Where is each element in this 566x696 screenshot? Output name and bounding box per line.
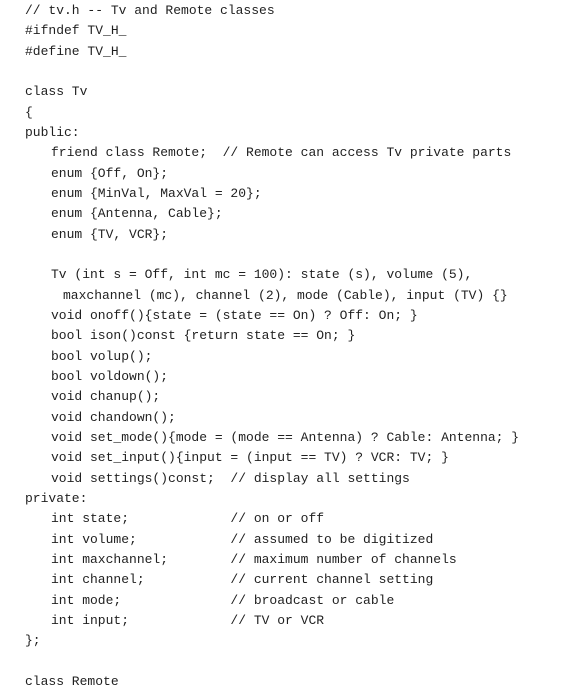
code-line: void chandown(); xyxy=(51,409,176,425)
code-line: bool voldown(); xyxy=(51,368,169,384)
class-tv-close-brace: }; xyxy=(25,633,41,649)
code-line: int maxchannel; // maximum number of channels xyxy=(51,551,457,567)
define-directive: #define TV_H_ xyxy=(25,43,127,59)
code-line: int state; // on or off xyxy=(51,511,325,527)
class-tv-open-brace: { xyxy=(25,104,33,120)
code-line: int mode; // broadcast or cable xyxy=(51,592,395,608)
code-line: bool volup(); xyxy=(51,348,153,364)
code-line: bool ison()const {return state == On; } xyxy=(51,328,356,344)
code-line: void chanup(); xyxy=(51,389,161,405)
blank-line xyxy=(25,652,519,672)
code-line: enum {MinVal, MaxVal = 20}; xyxy=(51,185,262,201)
code-line: void settings()const; // display all settings xyxy=(51,470,410,486)
class-tv-declaration: class Tv xyxy=(25,84,88,100)
blank-line xyxy=(25,62,519,82)
ifndef-directive: #ifndef TV_H_ xyxy=(25,23,127,39)
code-line: void set_mode(){mode = (mode == Antenna) ? Cable: Antenna; } xyxy=(51,429,520,445)
code-line: Tv (int s = Off, int mc = 100): state (s), volume (5), xyxy=(51,267,473,283)
code-line: enum {Antenna, Cable}; xyxy=(51,206,223,222)
code-line: int volume; // assumed to be digitized xyxy=(51,531,434,547)
private-label: private: xyxy=(25,490,88,506)
blank-line xyxy=(25,245,519,265)
code-line: enum {Off, On}; xyxy=(51,165,169,181)
code-line: enum {TV, VCR}; xyxy=(51,226,169,242)
header-comment: // tv.h -- Tv and Remote classes xyxy=(25,3,275,18)
class-remote-declaration: class Remote xyxy=(25,673,119,689)
code-line: void set_input(){input = (input == TV) ? VCR: TV; } xyxy=(51,450,449,466)
code-block xyxy=(25,1,519,692)
code-line: void onoff(){state = (state == On) ? Off: On; } xyxy=(51,307,418,323)
code-line: int input; // TV or VCR xyxy=(51,612,325,628)
code-line: int channel; // current channel setting xyxy=(51,572,434,588)
public-label: public: xyxy=(25,124,80,140)
code-line: friend class Remote; // Remote can access Tv private parts xyxy=(51,145,512,161)
code-line: maxchannel (mc), channel (2), mode (Cable), input (TV) {} xyxy=(63,287,508,303)
